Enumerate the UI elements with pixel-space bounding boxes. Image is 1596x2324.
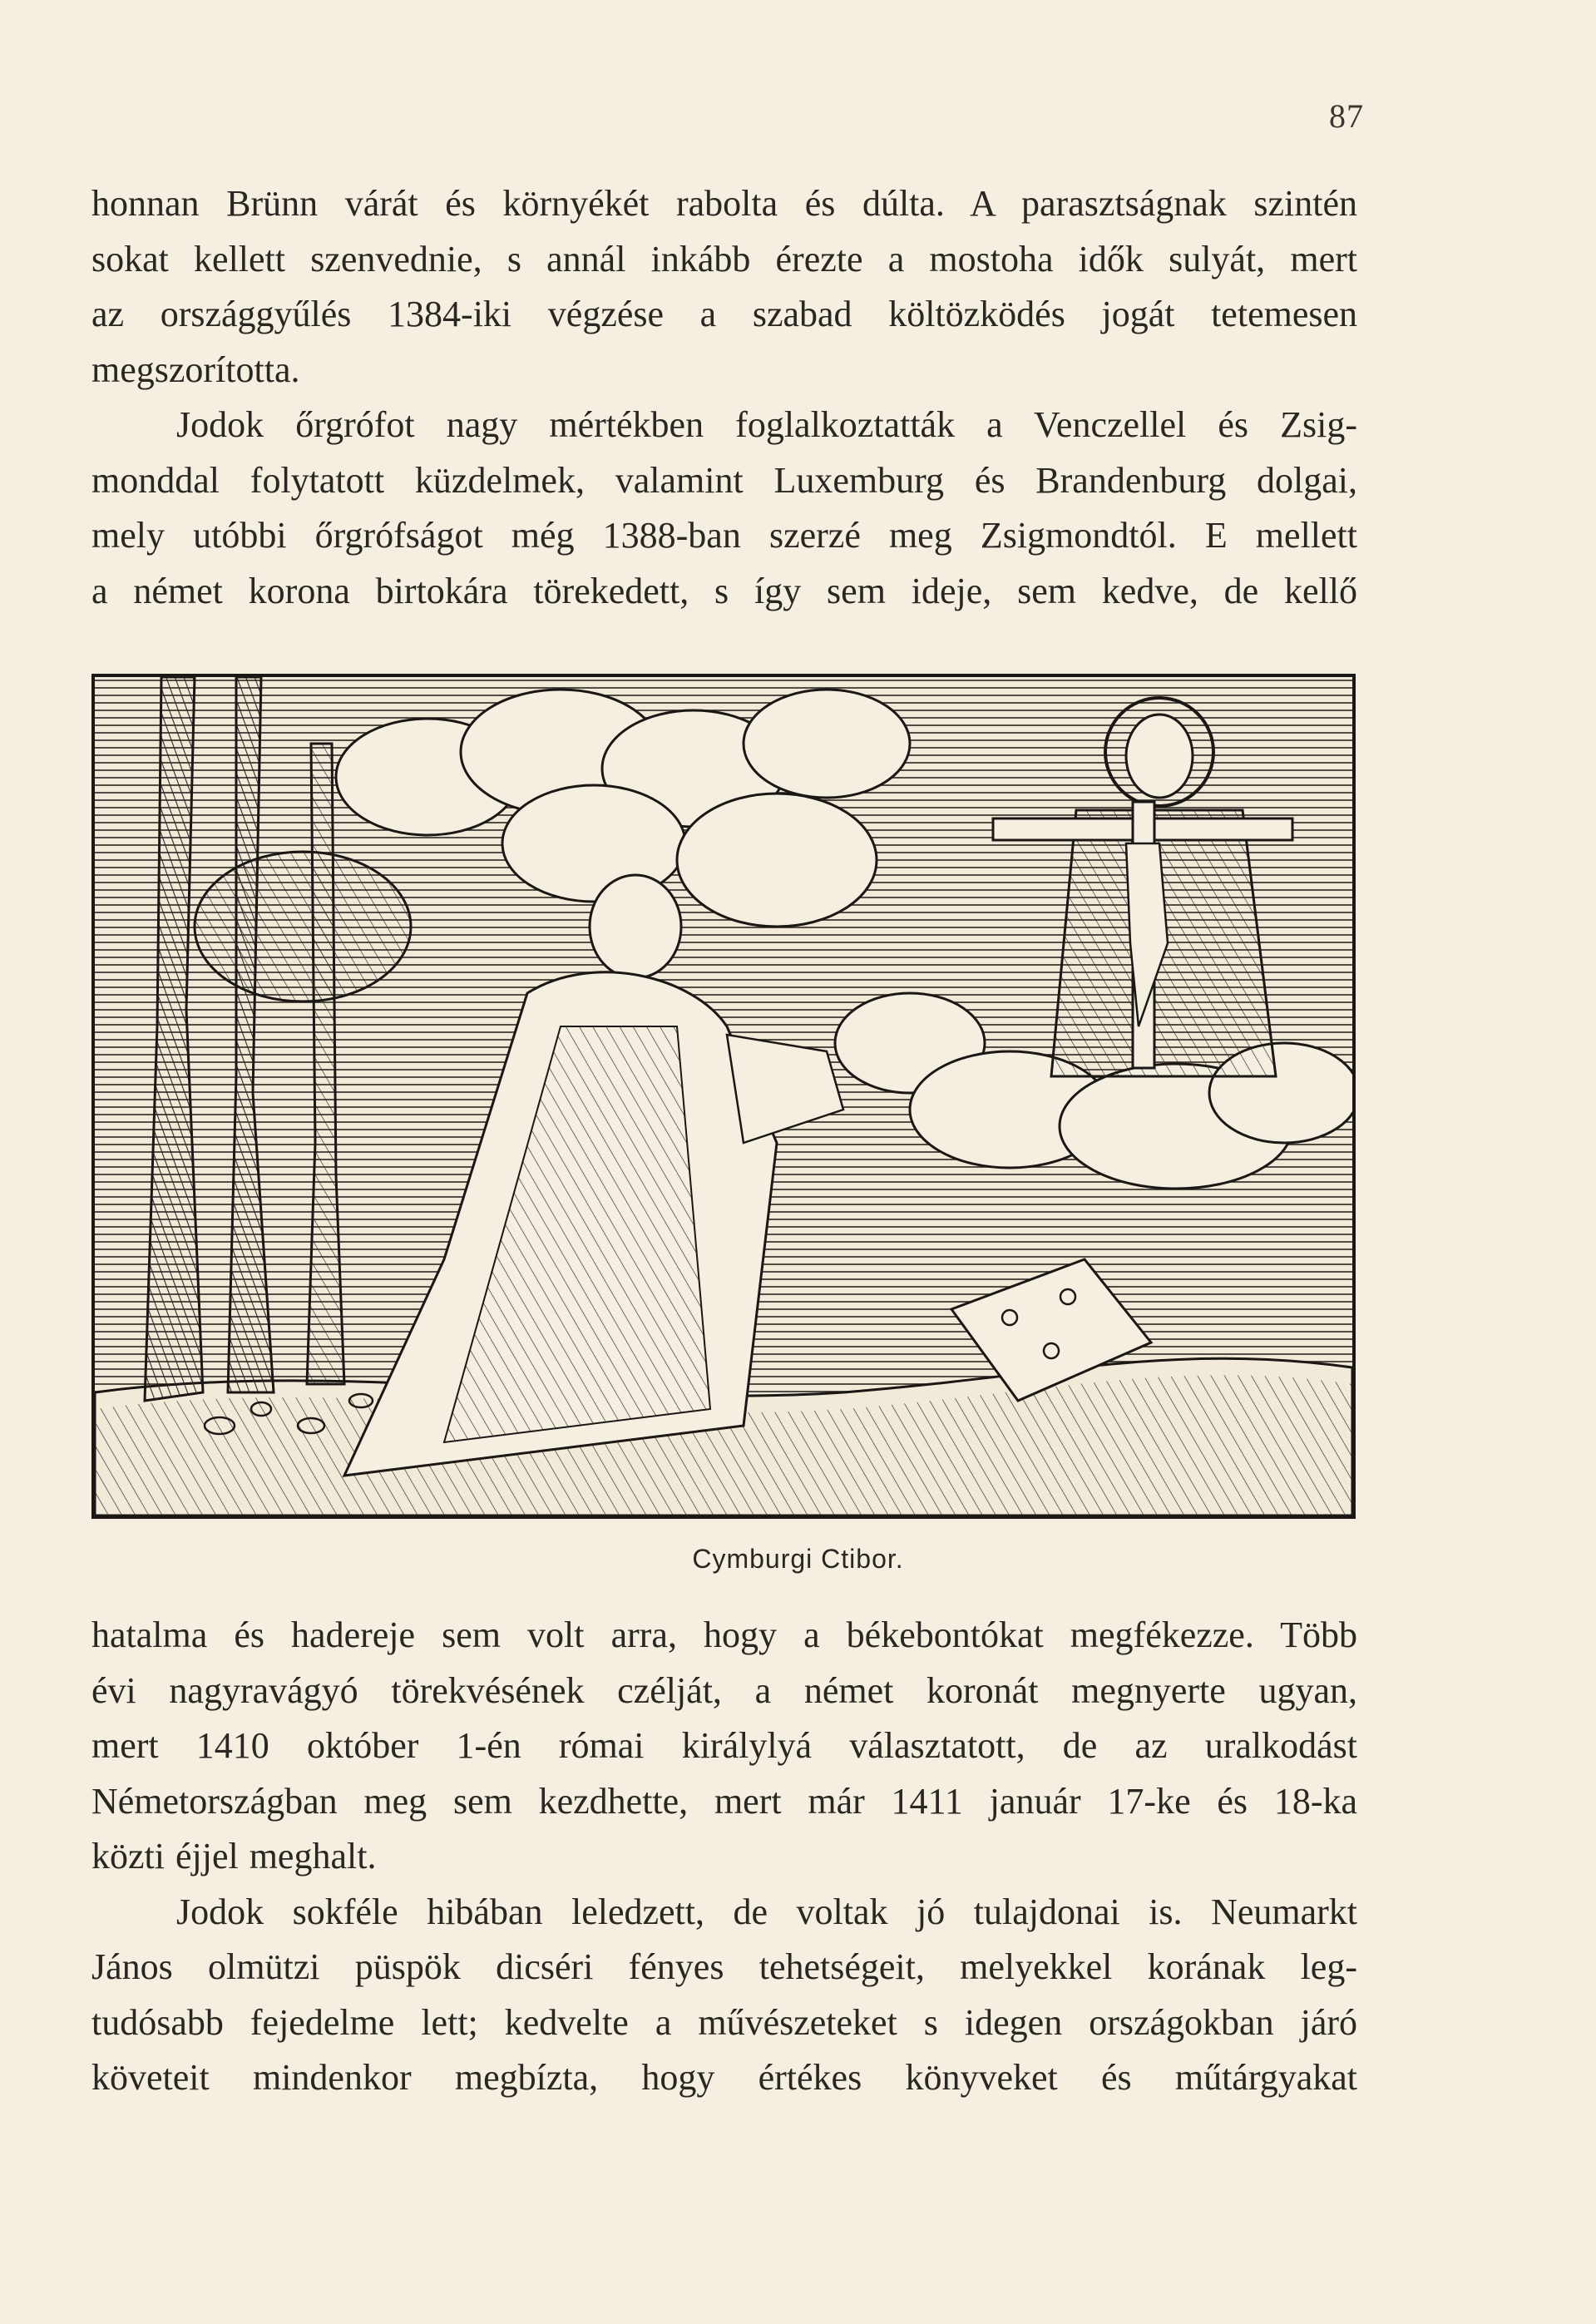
text-line: az országgyűlés 1384-iki végzése a szabad költözködés jogát tetemesen	[91, 294, 1357, 334]
text-line: Németországban meg sem kezdhette, mert már 1411 január 17-ke és 18-ka	[91, 1780, 1357, 1822]
text-line: a német korona birtokára törekedett, s így sem ideje, sem kedve, de kellő	[91, 570, 1357, 611]
text-line: hatalma és hadereje sem volt arra, hogy a békebontókat megfékezze. Több	[91, 1614, 1357, 1655]
tree-foliage	[195, 852, 411, 1001]
text-line: honnan Brünn várát és környékét rabolta és dúlta. A parasztságnak szintén	[91, 183, 1357, 224]
woodcut-illustration	[91, 674, 1356, 1519]
text-line: János olmützi püspök dicséri fényes tehetségeit, melyekkel korának leg-	[91, 1946, 1357, 1987]
woodcut-scene-image	[95, 677, 1352, 1516]
text-line: tudósabb fejedelme lett; kedvelte a művészeteket s idegen országokban járó	[91, 2001, 1357, 2043]
text-line: közti éjjel meghalt.	[91, 1836, 377, 1877]
text-line: követeit mindenkor megbízta, hogy értékes könyveket és műtárgyakat	[91, 2057, 1357, 2098]
figure-caption: Cymburgi Ctibor.	[692, 1544, 904, 1574]
text-line: évi nagyravágyó törekvésének czélját, a német koronát megnyerte ugyan,	[91, 1669, 1357, 1711]
text-line: Jodok őrgrófot nagy mértékben foglalkoztatták a Venczellel és Zsig-	[176, 404, 1357, 445]
page-number: 87	[1329, 97, 1364, 135]
text-line: mely utóbbi őrgrófságot még 1388-ban szerzé meg Zsigmondtól. E mellett	[91, 515, 1357, 556]
top-paragraph	[91, 176, 1357, 619]
text-line: monddal folytatott küzdelmek, valamint Luxemburg és Brandenburg dolgai,	[91, 459, 1357, 501]
bottom-paragraph	[91, 1608, 1357, 2106]
text-line: megszorította.	[91, 349, 300, 390]
text-line: Jodok sokféle hibában leledzett, de voltak jó tulajdonai is. Neumarkt	[176, 1891, 1357, 1932]
text-line: mert 1410 október 1-én római királylyá választatott, de az uralkodást	[91, 1725, 1357, 1766]
text-line: sokat kellett szenvednie, s annál inkább érezte a mostoha idők sulyát, mert	[91, 238, 1357, 279]
